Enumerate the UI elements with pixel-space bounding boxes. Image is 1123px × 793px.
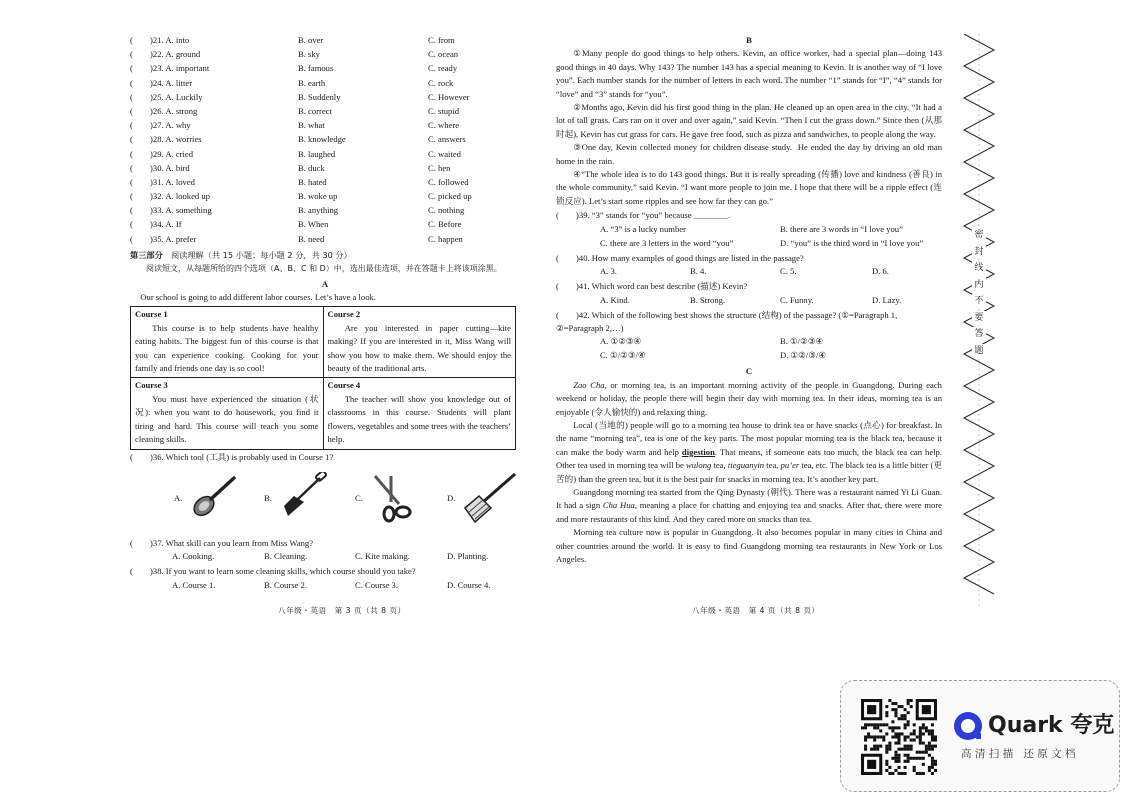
cloze-row [130,218,520,232]
quark-tagline: 高清扫描 还原文档 [961,748,1079,760]
cloze-row [130,34,520,48]
cloze-option-a[interactable]: ( )34. A. If [130,219,182,230]
passage-c-p3-a: Guangdong morning tea started from the Qing Dynasty (朝代). There was a restaurant named Yi Li Guan. It had a sign [556,486,942,511]
right-page [556,34,942,566]
cloze-option-c[interactable]: C. followed [428,176,469,187]
cloze-options-list [130,34,520,247]
course-1-cell [131,307,324,378]
q38-option-b[interactable]: B. Course 2. [264,579,307,590]
question-42-options-row2 [556,349,942,363]
question-42-options-row1 [556,335,942,349]
passage-a-intro: Our school is going to add different labor courses. Let’s have a look. [140,292,376,303]
question-39-options-row1 [556,223,942,237]
q39-option-d[interactable]: D. “you” is the third word in “I love you” [780,237,924,248]
passage-b-label: B [746,35,752,45]
cloze-row [130,48,520,62]
cloze-option-b[interactable]: B. duck [298,162,325,173]
cloze-option-b[interactable]: B. anything [298,205,339,216]
binding-char: 要 [972,311,986,326]
tea-name-wulong: wulong [686,460,712,471]
binding-char: 不 [972,294,986,309]
course-3-title: Course 3 [135,380,168,391]
q37-option-b[interactable]: B. Cleaning. [264,551,308,562]
question-42: ( )42. Which of the following best shows the structure (结构) of the passage? (①=Paragraph 1, ②=Paragraph 2,…) [556,309,898,333]
question-36: ( )36. Which tool (工具) is probably used in Course 1? [130,451,334,462]
cloze-option-c[interactable]: C. answers [428,134,466,145]
passage-a-label: A [321,278,329,289]
quark-scanner-watermark [840,680,1120,792]
question-40-options [556,265,942,279]
course-3-text: You must have experienced the situation (状况): when you want to do housework, you find it tiring and hard. This course will teach you some cleaning skills. [135,393,319,445]
question-39-options-row2 [556,237,942,251]
q38-option-c[interactable]: C. Course 3. [355,579,398,590]
question-38-options [130,579,520,593]
course-2-text: Are you interested in paper cutting—kite making? If you are interested in it, Miss Wang will show you how to make them. We should enjoy the beauty of the traditional arts. [327,322,511,374]
qr-code-icon[interactable] [861,699,937,775]
q41-option-c[interactable]: C. Funny. [780,294,814,305]
cloze-row [130,105,520,119]
question-41: ( )41. Which word can best describe (描述) Kevin? [556,281,748,292]
passage-c-label: C [745,366,753,377]
cloze-option-a[interactable]: ( )29. A. cried [130,148,194,159]
cloze-row [130,133,520,147]
zao-cha-term: Zao Cha [573,379,605,390]
footer-left-page-number: 八年级・英语 第 3 页（共 8 页） [278,606,406,615]
passage-c-p2-c: tea, [711,460,728,471]
question-36-options [130,464,520,536]
cloze-option-b[interactable]: B. woke up [298,191,338,202]
question-39: ( )39. “3” stands for “you” because ________. [556,210,731,221]
course-2-title: Course 2 [327,309,361,320]
binding-char: 线 [972,261,986,276]
course-2-cell [323,307,516,378]
binding-char: 内 [972,278,986,293]
cloze-option-b[interactable]: B. what [298,120,325,131]
cloze-row [130,91,520,105]
cloze-option-a[interactable]: ( )23. A. important [130,63,210,74]
q40-option-c[interactable]: C. 5. [780,266,797,277]
cloze-option-a[interactable]: ( )27. A. why [130,120,191,131]
part3-heading-rest: 阅读理解（共 15 小题；每小题 2 分，共 30 分） [162,249,352,260]
q39-option-c[interactable]: C. there are 3 letters in the word “you” [600,237,734,248]
question-37: ( )37. What skill can you learn from Miss Wang? [130,537,314,548]
scissors-icon [369,472,421,524]
cloze-row [130,77,520,91]
cloze-option-b[interactable]: B. over [298,35,324,45]
q41-option-b[interactable]: B. Strong. [690,294,726,305]
cloze-option-b[interactable]: B. sky [298,49,320,60]
binding-char: 答 [972,327,986,342]
tea-name-puer: pu’er [780,460,800,471]
course-4-cell [323,378,516,449]
passage-b-paragraph-3: ③One day, Kevin collected money for children disease study. He ended the day by driving an old man home in the rain. [556,142,942,166]
passage-b-paragraph-4: ④“The whole idea is to do 143 good things. But it is really spreading (传播) love and kindness (善良) in the whole community,” said Kevin. “I want more people to join me. I hope that there will be a ripple effect (连锁反应). Let’s start some ripples and see how far they can go.” [556,169,942,206]
course-1-title: Course 1 [135,309,168,320]
binding-notice [972,226,986,360]
cloze-row [130,148,520,162]
passage-b-paragraph-1: ①Many people do good things to help others. Kevin, an office worker, had a special plan—doing 143 good things in 40 days. Why 143? The number 143 has a special meaning to Kevin. It is another way of “I love you”. Each number stands for the number of letters in each word. The number “1” stands for “I”, “4” stands for “love” and “3” stands for “you”. [556,48,942,99]
q42-option-b[interactable]: B. ①/②③④ [780,336,824,347]
spoon-icon [188,472,240,524]
cloze-option-a[interactable]: ( )24. A. litter [130,77,193,88]
cloze-row [130,62,520,76]
passage-c-p2-b: . That means, if someone eats too much, the black tea can help. Other tea used in morning tea will be [556,446,942,471]
cloze-option-c[interactable]: C. where [428,120,460,131]
passage-b-paragraph-2: ②Months ago, Kevin did his first good thing in the plan. He cleaned up an open area in the city. “It had a lot of tall grass. Cars ran on it over and over again,” said Kevin. “Then I cut the grass down.” Since then (从那时起), Kevin has cut grass for cars. He gave free food, such as pizza and sandwiches, to people along the way. [556,102,942,139]
cloze-option-b[interactable]: B. hated [298,176,327,187]
cloze-option-b[interactable]: B. Suddenly [298,91,341,102]
cloze-row [130,204,520,218]
cloze-option-b[interactable]: B. correct [298,105,332,116]
q37-option-a[interactable]: A. Cooking. [172,551,215,562]
underlined-word-digestion: digestion [681,446,715,457]
shovel-icon [278,472,330,524]
cloze-option-c[interactable]: C. ready [428,63,458,74]
passage-c-p1-text: , or morning tea, is an important morning activity of the people in Guangdong. During each weekend or holiday, the people there will begin their day with morning tea. In their ideas, morning tea is an enjoyable (令人愉快的) and relaxing thing. [556,379,942,417]
cloze-option-b[interactable]: B. When [298,219,329,230]
cloze-option-b[interactable]: B. famous [298,63,334,74]
cloze-option-a[interactable]: ( )22. A. ground [130,49,201,60]
q41-option-d[interactable]: D. Lazy. [872,294,902,305]
q42-option-c[interactable]: C. ①/②③/④ [600,350,646,361]
quark-brand-name: Quark 夸克 [988,713,1115,738]
cloze-row [130,233,520,247]
cloze-option-a[interactable]: ( )21. A. into [130,35,190,45]
passage-c-paragraph-1 [556,379,942,419]
q39-option-b[interactable]: B. there are 3 words in “I love you” [780,223,903,234]
q38-option-d[interactable]: D. Course 4. [447,579,491,590]
cloze-option-b[interactable]: B. laughed [298,148,336,159]
footer-right-page-number: 八年级・英语 第 4 页（共 8 页） [692,606,820,615]
passage-c-paragraph-2 [556,419,942,486]
passage-c-p3-b: , meaning a place for chatting and enjoying tea and snacks. After that, there were more and more restaurants of this kind. And they cared more on snacks than tea. [556,500,942,524]
cloze-option-c[interactable]: C. hen [428,162,451,173]
cloze-option-a[interactable]: ( )35. A. prefer [130,233,197,244]
passage-c-p2-d: tea, [764,460,781,471]
cloze-option-a[interactable]: ( )30. A. bird [130,162,190,173]
option-a-label: A. [174,492,183,503]
question-38: ( )38. If you want to learn some cleaning skills, which course should you take? [130,566,416,577]
course-4-title: Course 4 [327,380,361,391]
option-d-label: D. [447,492,456,503]
cloze-option-c[interactable]: C. waited [428,148,461,159]
cloze-option-a[interactable]: ( )32. A. looked up [130,191,210,202]
q42-option-d[interactable]: D. ①②/③/④ [780,350,827,361]
binding-char: 密 [972,228,986,243]
q40-option-b[interactable]: B. 4. [690,266,707,277]
part3-heading-bold: 第三部分 [130,249,163,260]
cloze-option-c[interactable]: C. Before [428,219,462,230]
q40-option-a[interactable]: A. 3. [600,266,617,277]
cloze-option-a[interactable]: ( )25. A. Luckily [130,91,203,102]
option-b-label: B. [264,492,272,503]
left-page [130,34,520,593]
q39-option-a[interactable]: A. “3” is a lucky number [600,223,686,234]
cloze-option-a[interactable]: ( )31. A. loved [130,176,195,187]
cloze-option-c[interactable]: C. happen [428,233,463,244]
cloze-option-a[interactable]: ( )33. A. something [130,205,212,216]
cloze-row [130,162,520,176]
option-c-label: C. [355,492,363,503]
part3-instruction: 阅读短文，从每题所给的四个选项（A、B、C 和 D）中，选出最佳选项，并在答题卡上将该项涂黑。 [146,264,502,274]
cloze-row [130,190,520,204]
cloze-option-c[interactable]: C. nothing [428,205,465,216]
tea-name-tieguanyin: tieguanyin [727,460,765,471]
q37-option-c[interactable]: C. Kite making. [355,551,410,562]
q40-option-d[interactable]: D. 6. [872,266,889,277]
cloze-option-a[interactable]: ( )26. A. strong [130,105,198,116]
cloze-option-b[interactable]: B. earth [298,77,326,88]
q41-option-a[interactable]: A. Kind. [600,294,630,305]
q42-option-a[interactable]: A. ①②③④ [600,336,642,347]
question-41-options [556,294,942,308]
cha-hua-term: Cha Hua [602,500,635,511]
question-40: ( )40. How many examples of good things are listed in the passage? [556,252,804,263]
cloze-row [130,176,520,190]
cloze-option-c[interactable]: C. picked up [428,191,472,202]
binding-char: 题 [972,344,986,359]
cloze-option-b[interactable]: B. need [298,233,325,244]
course-3-cell [131,378,324,449]
passage-c-paragraph-3 [556,486,942,526]
q38-option-a[interactable]: A. Course 1. [172,579,216,590]
cloze-option-c[interactable]: C. from [428,35,455,45]
passage-c-p2-a: Local (当地的) people will go to a morning tea house to drink tea or have snacks (点心) for breakfast. In the name “morning tea”, tea is one of the key parts. The most popular morning tea is the black tea, because it can make the body warm and help [556,419,942,457]
broom-icon [461,472,521,524]
part3-heading [130,249,520,262]
cloze-option-c[interactable]: C. stupid [428,105,460,116]
cloze-option-c[interactable]: C. rock [428,77,454,88]
cloze-option-c[interactable]: C. However [428,91,470,102]
binding-char: 封 [972,245,986,260]
question-37-options [130,550,520,564]
course-4-text: The teacher will show you knowledge out of classrooms in this course. Students will plant flowers, vegetables and some trees with the teachers’ help. [327,393,511,445]
cloze-option-a[interactable]: ( )28. A. worries [130,134,202,145]
cloze-option-c[interactable]: C. ocean [428,49,459,60]
courses-table [130,306,516,449]
q37-option-d[interactable]: D. Planting. [447,551,489,562]
quark-logo-icon [953,711,983,741]
passage-c-paragraph-4: Morning tea culture now is popular in Guangdong. It also becomes popular in many cities in China and other countries around the world. It is easy to find Guangdong morning tea restaurants in New York or Los Angeles. [556,527,942,564]
course-1-text: This course is to help students have healthy eating habits. The biggest fun of this course is that you can experience cooking. Cooking for your family and friends one day is so cool! [135,322,319,374]
passage-c-p2-e: tea, etc. The black tea is a little bitter (更苦的) than the green tea, but it is the best pair for snacks in morning tea. It’s another key part. [556,460,943,484]
cloze-row [130,119,520,133]
cloze-option-b[interactable]: B. knowledge [298,134,346,145]
